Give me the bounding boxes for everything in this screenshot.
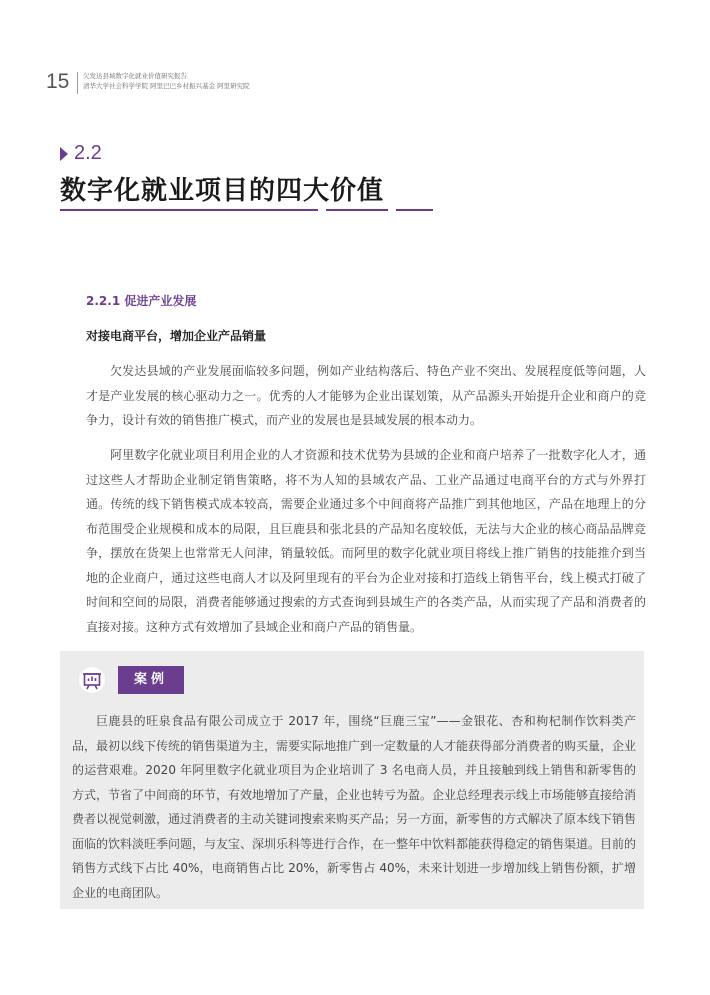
case-label: 案例 (118, 666, 184, 694)
page-number: 15 (46, 70, 70, 93)
case-box (60, 651, 644, 909)
report-authors: 清华大学社会科学学院 阿里巴巴乡村振兴基金 阿里研究院 (83, 82, 250, 90)
section-number (60, 142, 102, 165)
body-paragraph: 欠发达县域的产业发展面临较多问题，例如产业结构落后、特色产业不突出、发展程度低等问题，人才是产业发展的核心驱动力之一。优秀的人才能够为企业出谋划策，从产品源头开始提升企业和商户的竞争力，设计有效的销售推广模式，而产业的发展也是县域发展的根本动力。 (86, 364, 646, 427)
subsection-title: 2.2.1 促进产业发展 (86, 294, 197, 308)
report-title: 欠发达县域数字化就业价值研究报告 (83, 72, 187, 80)
section-number-text: 2.2 (74, 142, 102, 164)
title-underline (396, 209, 433, 211)
title-underline (60, 209, 318, 211)
header-text (83, 71, 250, 91)
chevron-right-icon (60, 147, 68, 161)
body-paragraph: 阿里数字化就业项目利用企业的人才资源和技术优势为县域的企业和商户培养了一批数字化人才，通过这些人才帮助企业制定销售策略，将不为人知的县域农产品、工业产品通过电商平台的方式与外界打通。传统的线下销售模式成本较高，需要企业通过多个中间商将产品推广到其他地区，产品在地理上的分布范围受企业规模和成本的局限，且巨鹿县和张北县的产品知名度较低，无法与大企业的核心商品品牌竞争，摆放在货架上也常常无人问津，销量较低。而阿里的数字化就业项目将线上推广销售的技能推介到当地的企业商户，通过这些电商人才以及阿里现有的平台为企业对接和打造线上销售平台，线上模式打破了时间和空间的局限，消费者能够通过搜索的方式查询到县域生产的各类产品，从而实现了产品和消费者的直接对接。这种方式有效增加了县域企业和商户产品的销售量。 (86, 448, 646, 634)
subheading: 对接电商平台，增加企业产品销量 (86, 329, 267, 343)
header-divider (77, 72, 78, 94)
presentation-board-icon (78, 666, 106, 694)
case-text: 巨鹿县的旺泉食品有限公司成立于 2017 年，围绕“巨鹿三宝”——金银花、杏和枸杞制作饮料类产品，最初以线下传统的销售渠道为主，需要实际地推广到一定数量的人才能获得部分消费者的购买量，企业的运营艰难。2020 年阿里数字化就业项目为企业培训了 3 名电商人员，并且接触到线上销售和新零售的方式，节省了中间商的环节，有效地增加了产量，企业也转亏为盈。企业总经理表示线上市场能够直接给消费者以视觉刺激，通过消费者的主动关键词搜索来购买产品；另一方面，新零售的方式解决了原本线下销售面临的饮料淡旺季问题，与友宝、深圳乐科等进行合作，在一整年中饮料都能获得稳定的销售渠道。目前的销售方式线下占比 40%，电商销售占比 20%，新零售占 40%，未来计划进一步增加线上销售份额，扩增企业的电商团队。 (72, 714, 637, 900)
title-underline (326, 209, 388, 211)
section-title: 数字化就业项目的四大价值 (60, 176, 385, 206)
